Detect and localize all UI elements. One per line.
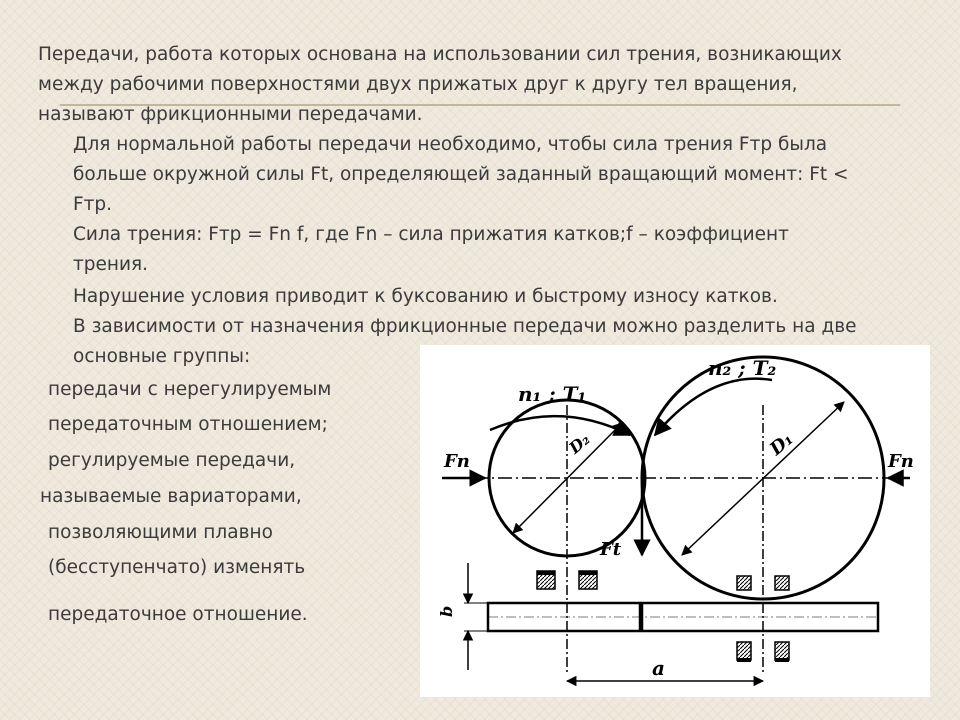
- label-d2: D₂: [565, 429, 594, 458]
- label-a: a: [652, 656, 665, 680]
- intro-paragraph: Передачи, работа которых основана на использовании сил трения, возникающих между рабочими поверхностями двух прижатых друг к другу тел вращения, называют фрикционными передачами.: [38, 44, 842, 125]
- friction-formula-paragraph: Сила трения: Fтр = Fn f, где Fn – сила прижатия катков;f – коэффициент трения.: [73, 224, 789, 275]
- list-line: передаточное отношение.: [48, 604, 308, 625]
- list-line: передачи с нерегулируемым: [48, 379, 332, 400]
- list-line: позволяющими плавно: [48, 522, 273, 543]
- label-b: b: [437, 605, 456, 617]
- violation-paragraph: Нарушение условия приводит к буксованию и быстрому износу катков.: [73, 286, 778, 307]
- label-n1: n₁ ; T₁: [518, 382, 587, 406]
- condition-paragraph: Для нормальной работы передачи необходимо, чтобы сила трения Fтр была больше окружной силы Ft, определяющей заданный вращающий момент: Ft < Fтр.: [73, 134, 849, 215]
- list-line: (бесступенчато) изменять: [48, 557, 306, 578]
- list-line: регулируемые передачи,: [48, 450, 296, 471]
- list-line: называемые вариаторами,: [40, 486, 302, 507]
- groups-paragraph: В зависимости от назначения фрикционные передачи можно разделить на две основные группы:: [73, 316, 857, 367]
- list-line: передаточным отношением;: [48, 414, 328, 435]
- label-fn-left: Fn: [444, 451, 470, 472]
- label-fn-right: Fn: [888, 451, 914, 472]
- label-n2: n₂ ; T₂: [708, 356, 777, 380]
- friction-drive-diagram: [420, 345, 930, 697]
- label-ft: Ft: [600, 539, 622, 560]
- label-d1: D₁: [765, 428, 798, 460]
